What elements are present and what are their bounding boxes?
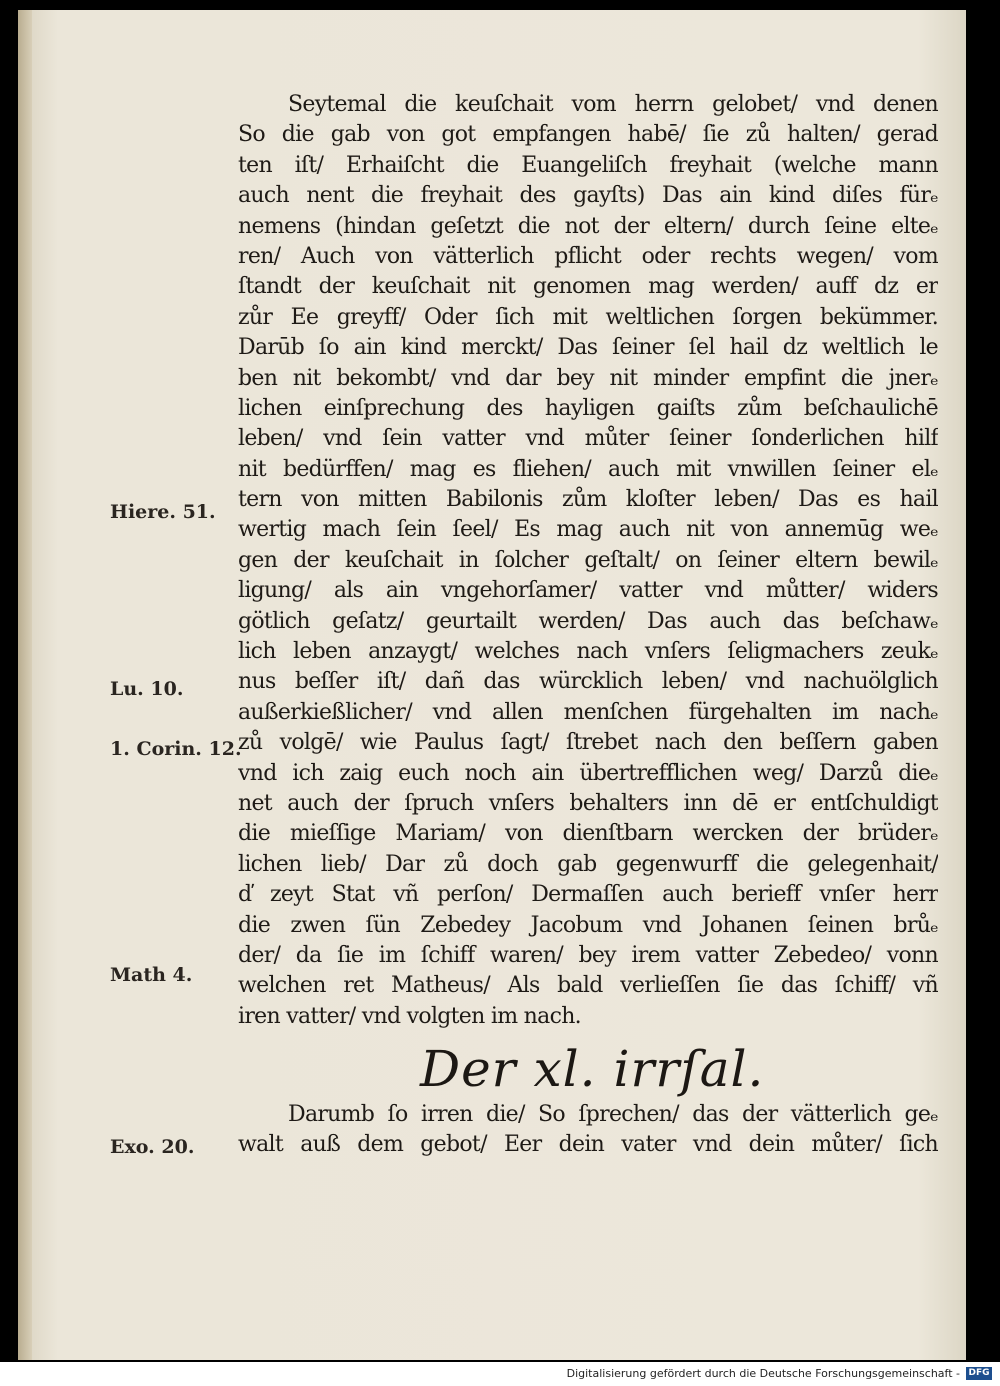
text-line: Darūb ſo ain kind merckt/ Das ſeiner ſel hail dz weltlich le bbox=[238, 335, 938, 361]
text-line: nus beſſer iſt/ dañ das würcklich leben/ vnd nachuölglich bbox=[238, 669, 938, 695]
text-line: lich leben anzaygt/ welches nach vnſers ſeligmachers zeukₑ bbox=[238, 639, 938, 665]
dfg-logo: DFG bbox=[966, 1367, 992, 1380]
text-line: nemens (hindan geſetzt die not der eltern/ durch ſeine elteₑ bbox=[238, 213, 938, 239]
text-line: walt auß dem gebot/ Eer dein vater vnd dein můter/ ſich bbox=[238, 1132, 938, 1158]
paragraph-2 bbox=[238, 1100, 938, 1161]
text-line: ď zeyt Stat vñ perſon/ Dermaſſen auch berieff vnſer herr bbox=[238, 882, 938, 908]
text-line: iren vatter/ vnd volgten im nach. bbox=[238, 1003, 581, 1029]
margin-note-corin: 1. Corin. 12. bbox=[110, 738, 242, 760]
text-line: So die gab von got empfangen habē/ ſie zů halten/ gerad bbox=[238, 122, 938, 148]
text-line: götlich geſatz/ geurtailt werden/ Das auch das beſchawₑ bbox=[238, 608, 938, 634]
text-line: lichen einſprechung des hayligen gaiſts zům beſchaulichē bbox=[238, 395, 938, 421]
text-line: lichen lieb/ Dar zů doch gab gegenwurff die gelegenhait/ bbox=[238, 851, 938, 877]
text-line: auch nent die freyhait des gayſts) Das ain kind diſes fürₑ bbox=[238, 183, 938, 209]
text-line: zů volgē/ wie Paulus ſagt/ ſtrebet nach den beſſern gaben bbox=[238, 730, 938, 756]
text-line: Seytemal die keuſchait vom herrn gelobet/ vnd denen bbox=[288, 92, 938, 117]
text-line: nit bedürffen/ mag es fliehen/ auch mit vnwillen ſeiner elₑ bbox=[238, 456, 938, 482]
text-line: wertig mach ſein ſeel/ Es mag auch nit von annemūg weₑ bbox=[238, 517, 938, 543]
text-line: leben/ vnd ſein vatter vnd můter ſeiner ſonderlichen hilf bbox=[238, 426, 938, 452]
text-line: zůr Ee greyff/ Oder ſich mit weltlichen ſorgen bekümmer. bbox=[238, 304, 938, 330]
text-line: ben nit bekombt/ vnd dar bey nit minder empfint die jnerₑ bbox=[238, 365, 938, 391]
text-line: ten iſt/ Erhaiſcht die Euangeliſch freyhait (welche mann bbox=[238, 152, 938, 178]
text-line: gen der keuſchait in ſolcher geſtalt/ on ſeiner eltern bewilₑ bbox=[238, 547, 938, 573]
text-line: der/ da ſie im ſchiff waren/ bey irem vatter Zebedeo/ vonn bbox=[238, 942, 938, 968]
chapter-heading: Der xl. irrſal. bbox=[420, 1040, 765, 1098]
text-line: tern von mitten Babilonis zům kloſter leben/ Das es hail bbox=[238, 487, 938, 513]
text-line: die mieſſige Mariam/ von dienſtbarn wercken der brüderₑ bbox=[238, 821, 938, 847]
footer-bar bbox=[0, 1362, 1000, 1386]
margin-note-math: Math 4. bbox=[110, 964, 193, 986]
text-line: Darumb ſo irren die/ So ſprechen/ das der vätterlich geₑ bbox=[288, 1102, 938, 1127]
margin-note-lu: Lu. 10. bbox=[110, 678, 184, 700]
margin-note-hiere: Hiere. 51. bbox=[110, 501, 216, 523]
text-line: die zwen ſün Zebedey Jacobum vnd Johanen ſeinen brůₑ bbox=[238, 912, 938, 938]
page-binding-edge bbox=[18, 10, 32, 1360]
text-line: net auch der ſpruch vnſers behalters inn dē er entſchuldigt bbox=[238, 790, 938, 816]
text-line: ſtandt der keuſchait nit genomen mag werden/ auff dz er bbox=[238, 274, 938, 300]
funding-credit: Digitalisierung gefördert durch die Deutsche Forschungsgemeinschaft - bbox=[566, 1367, 960, 1380]
margin-note-exo: Exo. 20. bbox=[110, 1136, 195, 1158]
text-line: ligung/ als ain vngehorſamer/ vatter vnd můtter/ widers bbox=[238, 578, 938, 604]
text-line: ren/ Auch von vätterlich pflicht oder rechts wegen/ vom bbox=[238, 243, 938, 269]
text-line: vnd ich zaig euch noch ain übertrefflichen weg/ Darzů dieₑ bbox=[238, 760, 938, 786]
paragraph-1 bbox=[238, 90, 938, 1032]
text-line: außerkießlicher/ vnd allen menſchen fürgehalten im nachₑ bbox=[238, 699, 938, 725]
text-line: welchen ret Matheus/ Als bald verlieſſen ſie das ſchiff/ vñ bbox=[238, 973, 938, 999]
